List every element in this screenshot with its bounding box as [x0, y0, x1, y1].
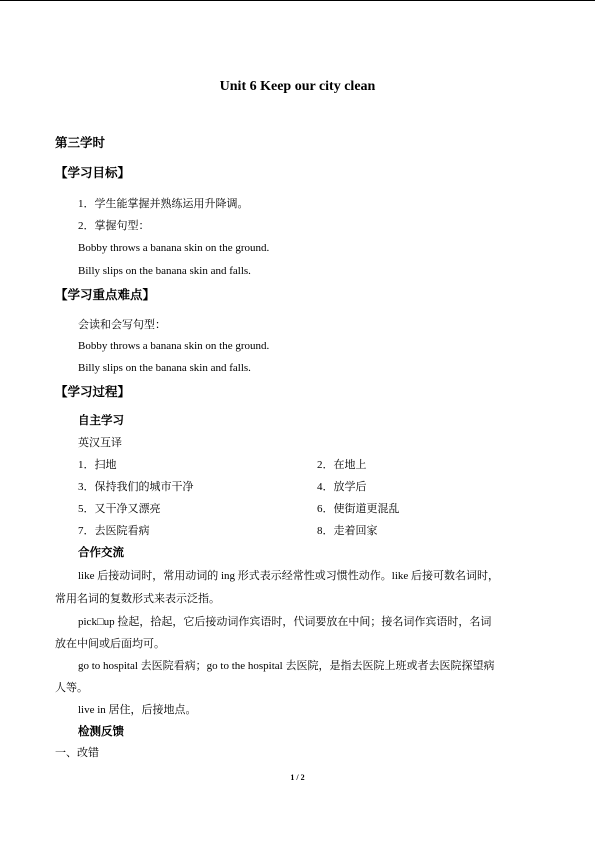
translation-item: 8．走着回家 [317, 525, 378, 537]
top-border-line [0, 0, 595, 1]
cooperation-paragraph-2-line-1: pick□up 捡起，拾起，它后接动词作宾语时，代词要放在中间；接名词作宾语时，名词 [78, 616, 492, 628]
objectives-heading: 【学习目标】 [55, 166, 131, 180]
document-title: Unit 6 Keep our city clean [219, 79, 376, 94]
translation-item: 7．去医院看病 [78, 525, 150, 537]
objective-item-1: 1．学生能掌握并熟练运用升降调。 [78, 198, 249, 210]
cooperation-paragraph-1-line-1: like 后接动词时，常用动词的 ing 形式表示经常性或习惯性动作。like 后接可数名词时， [78, 570, 500, 582]
cooperation-paragraph-3-line-1: go to hospital 去医院看病；go to the hospital 去医院，是指去医院上班或者去医院探望病 [78, 660, 495, 672]
feedback-section-1: 一、改错 [55, 747, 99, 759]
translation-item: 4．放学后 [317, 481, 367, 493]
cooperation-paragraph-3-line-2: 人等。 [55, 682, 88, 694]
key-points-sentence-1: Bobby throws a banana skin on the ground. [78, 340, 270, 352]
key-points-heading: 【学习重点难点】 [55, 288, 156, 302]
translation-item: 5．又干净又漂亮 [78, 503, 161, 515]
period-heading: 第三学时 [55, 136, 106, 150]
key-points-intro: 会读和会写句型： [78, 319, 166, 331]
page-number: 1 / 2 [290, 773, 305, 782]
translation-item: 3．保持我们的城市干净 [78, 481, 194, 493]
process-heading: 【学习过程】 [55, 385, 131, 399]
cooperation-paragraph-1-line-2: 常用名词的复数形式来表示泛指。 [55, 593, 220, 605]
translation-item: 2．在地上 [317, 459, 367, 471]
objective-sentence-2: Billy slips on the banana skin and falls. [78, 265, 251, 277]
self-study-subheading: 英汉互译 [78, 437, 122, 449]
objective-item-2: 2．掌握句型： [78, 220, 150, 232]
key-points-sentence-2: Billy slips on the banana skin and falls. [78, 362, 251, 374]
cooperation-paragraph-2-line-2: 放在中间或后面均可。 [55, 638, 165, 650]
objective-sentence-1: Bobby throws a banana skin on the ground. [78, 242, 270, 254]
translation-item: 6．使街道更混乱 [317, 503, 400, 515]
translation-item: 1．扫地 [78, 459, 117, 471]
cooperation-heading: 合作交流 [78, 547, 124, 559]
cooperation-paragraph-4: live in 居住，后接地点。 [78, 704, 197, 716]
self-study-heading: 自主学习 [78, 415, 124, 427]
feedback-heading: 检测反馈 [78, 726, 124, 738]
